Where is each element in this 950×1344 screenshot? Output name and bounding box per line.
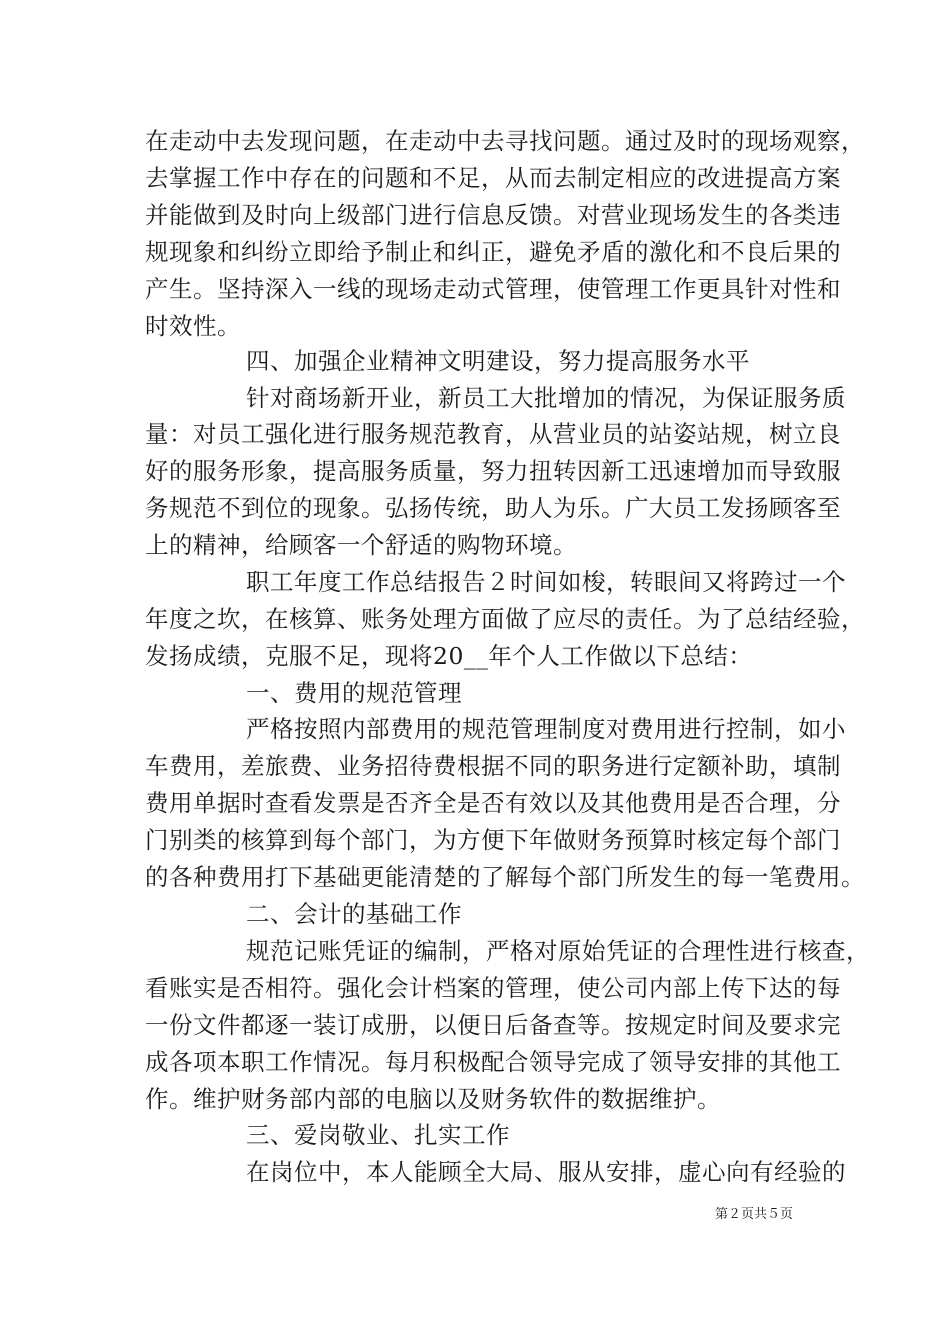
- paragraph-line: 量：对员工强化进行服务规范教育，从营业员的站姿站规，树立良: [145, 420, 841, 448]
- section-heading: 四、加强企业精神文明建设，努力提高服务水平: [246, 347, 750, 375]
- paragraph-line: 的各种费用打下基础更能清楚的了解每个部门所发生的每一笔费用。: [145, 863, 865, 891]
- paragraph-line: 在走动中去发现问题，在走动中去寻找问题。通过及时的现场观察，: [145, 127, 865, 155]
- paragraph-line: 看账实是否相符。强化会计档案的管理，使公司内部上传下达的每: [145, 974, 841, 1002]
- paragraph-line: 车费用，差旅费、业务招待费根据不同的职务进行定额补助，填制: [145, 752, 841, 780]
- paragraph-line: 发扬成绩，克服不足，现将20__年个人工作做以下总结：: [145, 642, 753, 670]
- paragraph-line: 务规范不到位的现象。弘扬传统，助人为乐。广大员工发扬顾客至: [145, 494, 841, 522]
- section-heading: 三、爱岗敬业、扎实工作: [246, 1121, 510, 1149]
- paragraph-line: 上的精神，给顾客一个舒适的购物环境。: [145, 531, 577, 559]
- paragraph-line: 去掌握工作中存在的问题和不足，从而去制定相应的改进提高方案: [145, 164, 841, 192]
- paragraph-line: 好的服务形象，提高服务质量，努力扭转因新工迅速增加而导致服: [145, 457, 841, 485]
- section-heading: 一、费用的规范管理: [246, 679, 462, 707]
- paragraph-line: 时效性。: [145, 312, 241, 340]
- paragraph-line: 针对商场新开业，新员工大批增加的情况，为保证服务质: [246, 384, 846, 412]
- section-heading: 二、会计的基础工作: [246, 900, 462, 928]
- paragraph-line: 严格按照内部费用的规范管理制度对费用进行控制，如小: [246, 715, 846, 743]
- paragraph-line: 一份文件都逐一装订成册，以便日后备查等。按规定时间及要求完: [145, 1011, 841, 1039]
- paragraph-line: 费用单据时查看发票是否齐全是否有效以及其他费用是否合理，分: [145, 789, 841, 817]
- paragraph-line: 成各项本职工作情况。每月积极配合领导完成了领导安排的其他工: [145, 1048, 841, 1076]
- paragraph-line: 职工年度工作总结报告２时间如梭，转眼间又将跨过一个: [246, 568, 846, 596]
- paragraph-line: 门别类的核算到每个部门，为方便下年做财务预算时核定每个部门: [145, 826, 841, 854]
- paragraph-line: 在岗位中，本人能顾全大局、服从安排，虚心向有经验的: [246, 1158, 846, 1186]
- paragraph-line: 规范记账凭证的编制，严格对原始凭证的合理性进行核查，: [246, 937, 870, 965]
- paragraph-line: 产生。坚持深入一线的现场走动式管理，使管理工作更具针对性和: [145, 275, 841, 303]
- page-number: 第２页共５页: [715, 1207, 794, 1222]
- paragraph-line: 规现象和纠纷立即给予制止和纠正，避免矛盾的激化和不良后果的: [145, 238, 841, 266]
- paragraph-line: 年度之坎，在核算、账务处理方面做了应尽的责任。为了总结经验，: [145, 605, 865, 633]
- paragraph-line: 并能做到及时向上级部门进行信息反馈。对营业现场发生的各类违: [145, 201, 841, 229]
- paragraph-line: 作。维护财务部内部的电脑以及财务软件的数据维护。: [145, 1085, 721, 1113]
